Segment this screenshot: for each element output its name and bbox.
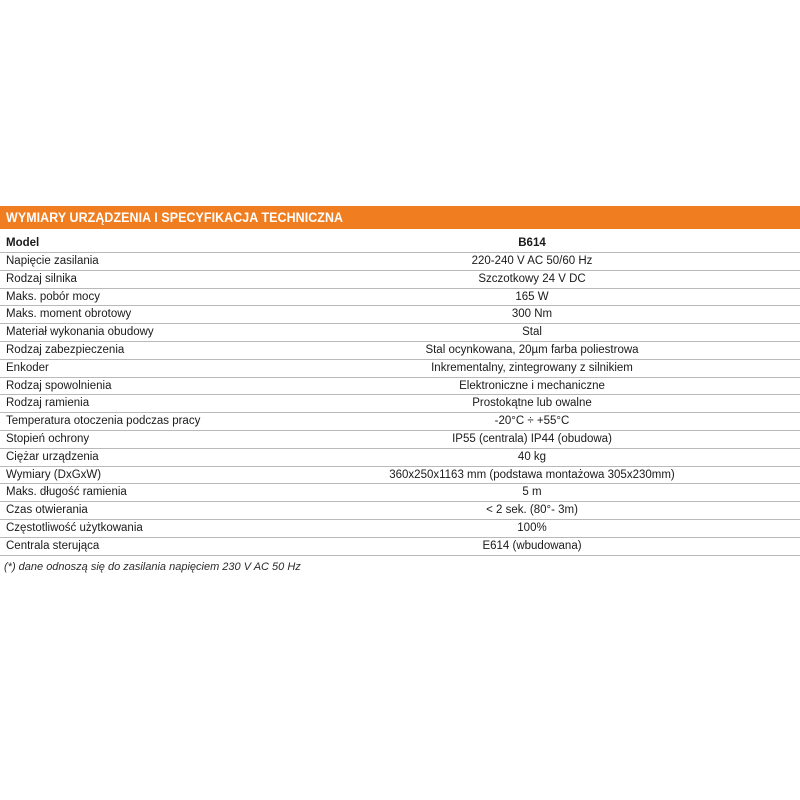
param-label: Maks. moment obrotowy bbox=[0, 306, 268, 324]
table-row bbox=[0, 359, 800, 377]
param-value: 220-240 V AC 50/60 Hz bbox=[268, 253, 800, 271]
param-header: Model bbox=[0, 234, 268, 253]
param-value: IP55 (centrala) IP44 (obudowa) bbox=[268, 430, 800, 448]
param-label: Częstotliwość użytkowania bbox=[0, 519, 268, 537]
footnote: (*) dane odnoszą się do zasilania napięciem 230 V AC 50 Hz bbox=[4, 560, 301, 573]
param-value: Elektroniczne i mechaniczne bbox=[268, 377, 800, 395]
table-row bbox=[0, 466, 800, 484]
param-value: Inkrementalny, zintegrowany z silnikiem bbox=[268, 359, 800, 377]
param-value: E614 (wbudowana) bbox=[268, 537, 800, 555]
param-label: Centrala sterująca bbox=[0, 537, 268, 555]
table-row bbox=[0, 377, 800, 395]
table-row bbox=[0, 484, 800, 502]
param-label: Maks. pobór mocy bbox=[0, 288, 268, 306]
table-row bbox=[0, 324, 800, 342]
table-row bbox=[0, 306, 800, 324]
param-label: Rodzaj spowolnienia bbox=[0, 377, 268, 395]
param-value: 100% bbox=[268, 519, 800, 537]
param-label: Rodzaj silnika bbox=[0, 270, 268, 288]
param-value: Prostokątne lub owalne bbox=[268, 395, 800, 413]
spec-table bbox=[0, 234, 800, 556]
param-value: Stal bbox=[268, 324, 800, 342]
param-label: Temperatura otoczenia podczas pracy bbox=[0, 413, 268, 431]
table-row bbox=[0, 253, 800, 271]
table-row bbox=[0, 288, 800, 306]
param-label: Rodzaj zabezpieczenia bbox=[0, 341, 268, 359]
param-label: Rodzaj ramienia bbox=[0, 395, 268, 413]
model-value-header: B614 bbox=[268, 234, 800, 253]
table-row bbox=[0, 502, 800, 520]
param-label: Maks. długość ramienia bbox=[0, 484, 268, 502]
param-value: 5 m bbox=[268, 484, 800, 502]
param-label: Stopień ochrony bbox=[0, 430, 268, 448]
param-label: Czas otwierania bbox=[0, 502, 268, 520]
section-title: WYMIARY URZĄDZENIA I SPECYFIKACJA TECHNICZNA bbox=[6, 210, 344, 225]
param-value: Stal ocynkowana, 20µm farba poliestrowa bbox=[268, 341, 800, 359]
table-row bbox=[0, 413, 800, 431]
table-row bbox=[0, 537, 800, 555]
param-value: < 2 sek. (80°- 3m) bbox=[268, 502, 800, 520]
param-label: Materiał wykonania obudowy bbox=[0, 324, 268, 342]
param-value: 360x250x1163 mm (podstawa montażowa 305x230mm) bbox=[268, 466, 800, 484]
table-row bbox=[0, 270, 800, 288]
param-label: Wymiary (DxGxW) bbox=[0, 466, 268, 484]
param-value: 300 Nm bbox=[268, 306, 800, 324]
param-label: Enkoder bbox=[0, 359, 268, 377]
table-row bbox=[0, 519, 800, 537]
section-title-bar bbox=[0, 206, 800, 229]
table-header-row bbox=[0, 234, 800, 253]
spec-section bbox=[0, 206, 800, 573]
param-label: Napięcie zasilania bbox=[0, 253, 268, 271]
table-row bbox=[0, 395, 800, 413]
param-label: Ciężar urządzenia bbox=[0, 448, 268, 466]
param-value: 165 W bbox=[268, 288, 800, 306]
table-row bbox=[0, 430, 800, 448]
param-value: -20°C ÷ +55°C bbox=[268, 413, 800, 431]
table-row bbox=[0, 341, 800, 359]
table-row bbox=[0, 448, 800, 466]
param-value: Szczotkowy 24 V DC bbox=[268, 270, 800, 288]
param-value: 40 kg bbox=[268, 448, 800, 466]
